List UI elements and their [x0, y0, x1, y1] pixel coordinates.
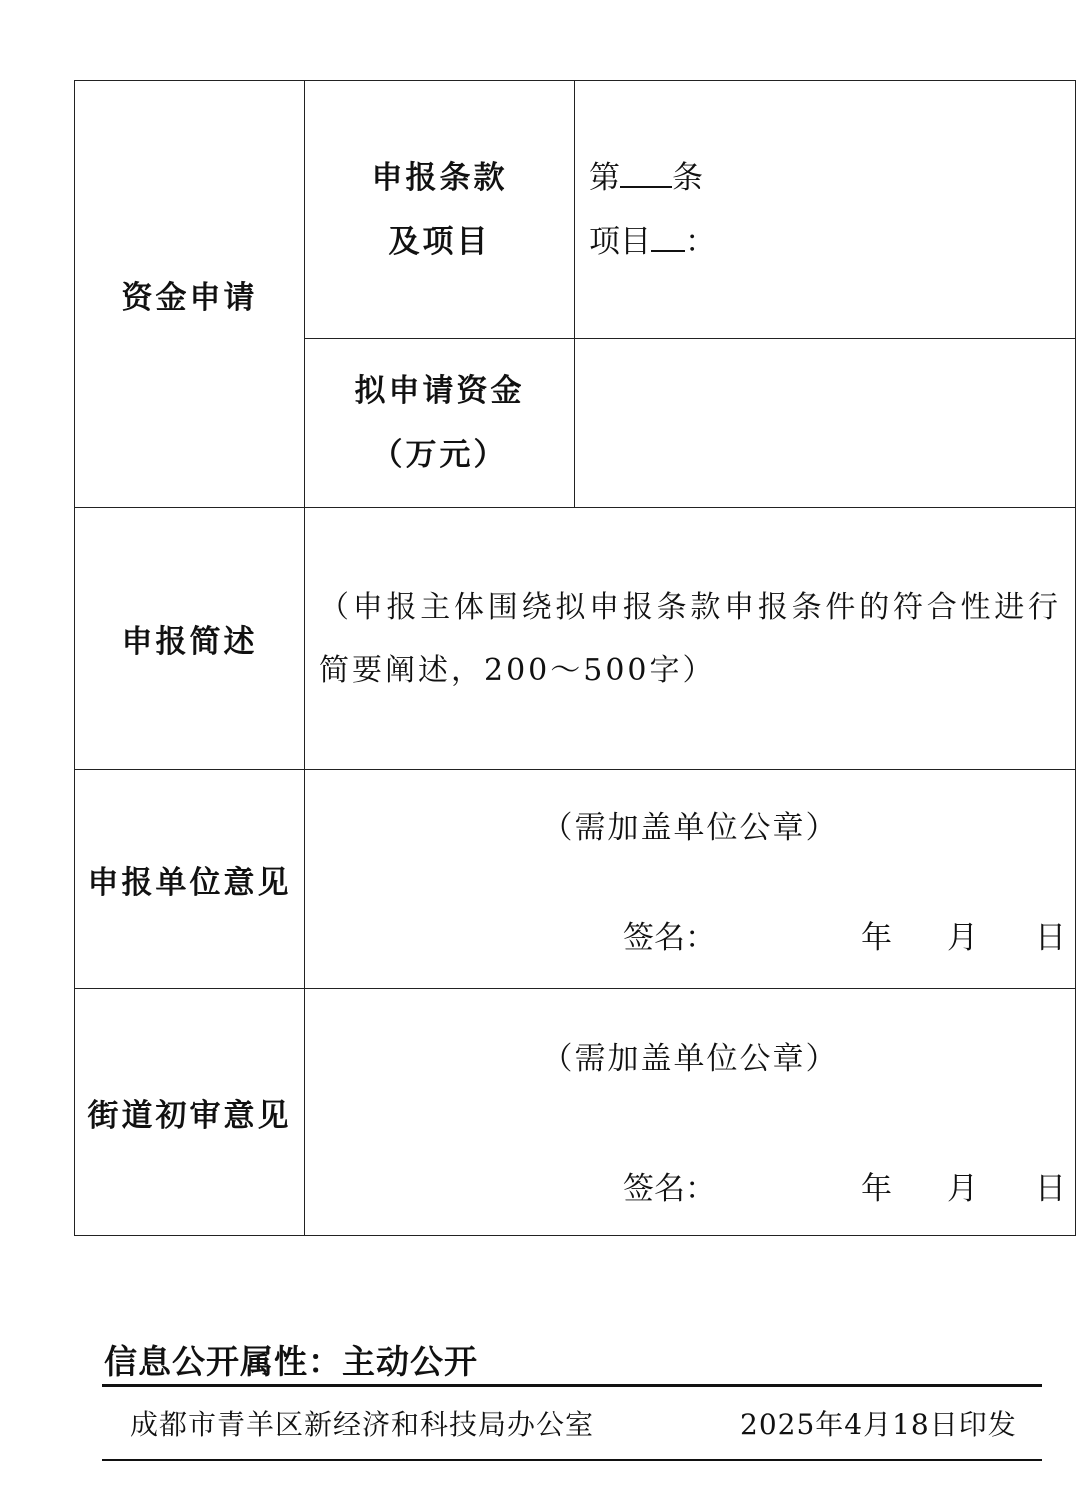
issuing-office: 成都市青羊区新经济和科技局办公室 — [130, 1408, 595, 1441]
street-opinion-cell[interactable] — [305, 989, 1076, 1236]
street-day: 日 — [1035, 1171, 1066, 1207]
street-opinion-row — [75, 989, 1076, 1236]
street-seal-note: （需加盖单位公章） — [541, 1041, 839, 1077]
funding-label: 资金申请 — [75, 81, 305, 508]
amount-label-line-1: 拟申请资金 — [354, 373, 525, 409]
amount-label-line-2: （万元） — [371, 437, 508, 473]
clause-label-cell — [305, 81, 575, 339]
clause-label-line-1: 申报条款 — [371, 159, 508, 196]
applicant-opinion-content — [305, 770, 1075, 988]
issue-date: 2025年4月18日印发 — [740, 1408, 1017, 1441]
applicant-seal-note: （需加盖单位公章） — [541, 810, 839, 846]
funding-clause-row — [75, 81, 1076, 339]
applicant-opinion-cell[interactable] — [305, 770, 1076, 989]
application-form-table — [74, 80, 1076, 1236]
amount-field-cell[interactable] — [575, 339, 1076, 508]
clause-number-line — [589, 146, 1075, 210]
applicant-month: 月 — [947, 920, 978, 956]
applicant-day: 日 — [1035, 920, 1066, 956]
disclosure-attribute: 信息公开属性：主动公开 — [104, 1342, 478, 1381]
street-opinion-label: 街道初审意见 — [75, 989, 305, 1236]
street-month: 月 — [947, 1171, 978, 1207]
footer-top-rule — [102, 1384, 1042, 1387]
clause-label-line-2: 及项目 — [388, 223, 491, 260]
clause-field-cell[interactable] — [575, 81, 1076, 339]
clause-prefix: 第 — [589, 159, 620, 196]
summary-instruction: （申报主体围绕拟申报条款申报条件的符合性进行简要阐述，200～500字） — [319, 589, 1061, 688]
amount-label-cell — [305, 339, 575, 508]
project-blank[interactable] — [651, 220, 685, 252]
project-prefix: 项目 — [589, 223, 651, 260]
footer-bottom-rule — [102, 1459, 1042, 1461]
summary-label: 申报简述 — [75, 508, 305, 770]
street-sign-label: 签名： — [623, 1171, 716, 1207]
project-suffix: ： — [685, 223, 716, 260]
applicant-year: 年 — [861, 920, 892, 956]
clause-suffix: 条 — [672, 159, 703, 196]
applicant-sign-label: 签名： — [623, 920, 716, 956]
project-line — [589, 210, 1075, 274]
applicant-opinion-label: 申报单位意见 — [75, 770, 305, 989]
clause-number-blank[interactable] — [620, 156, 672, 188]
summary-row — [75, 508, 1076, 770]
applicant-opinion-row — [75, 770, 1076, 989]
summary-field-cell[interactable] — [305, 508, 1076, 770]
street-opinion-content — [305, 989, 1075, 1235]
street-year: 年 — [861, 1171, 892, 1207]
